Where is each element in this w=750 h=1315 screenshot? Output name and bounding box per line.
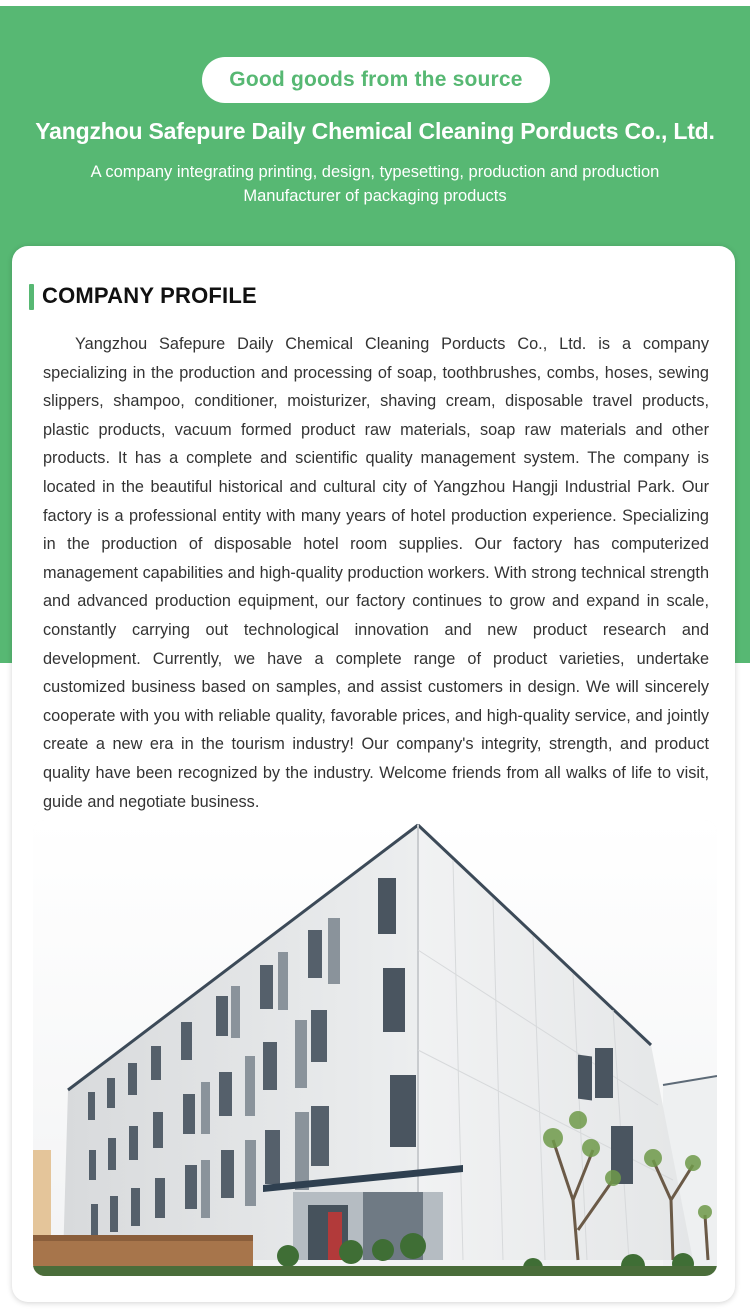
profile-description: Yangzhou Safepure Daily Chemical Cleaning Porducts Co., Ltd. is a company specializing in the production and processing of soap, toothbrushes, combs, hoses, sewing slippers, shampoo, conditioner, moisturizer, shaving cream, disposable travel products, plastic products, vacuum formed product raw materials, soap raw materials and other products. It has a complete and scientific quality management system. The company is located in the beautiful historical and cultural city of Yangzhou Hangji Industrial Park. Our factory is a professional entity with many years of hotel production experience. Specializing in the production of disposable hotel room supplies. Our factory has computerized management capabilities and high-quality production workers. With strong technical strength and advanced production equipment, our factory continues to grow and expand in scale, constantly carrying out technological innovation and new product research and development. Currently, we have a complete range of product varieties, undertake customized business based on samples, and assist customers in design. We will sincerely cooperate with you with reliable quality, favorable prices, and high-quality service, and jointly create a new era in the tourism industry! Our company's integrity, strength, and product quality have been recognized by the industry. Welcome friends from all walks of life to visit, guide and negotiate business. <box>43 335 709 811</box>
section-accent-bar <box>29 284 34 310</box>
company-name: Yangzhou Safepure Daily Chemical Cleaning Porducts Co., Ltd. <box>35 118 715 144</box>
subtitle-line-2: Manufacturer of packaging products <box>243 187 507 205</box>
subtitle-line-1: A company integrating printing, design, typesetting, production and production <box>90 163 660 181</box>
section-title: COMPANY PROFILE <box>42 283 257 308</box>
tagline-text: Good goods from the source <box>229 68 523 91</box>
tagline-badge <box>202 57 550 103</box>
company-subtitle <box>0 160 750 208</box>
top-strip <box>0 0 750 6</box>
factory-building-photo <box>33 820 717 1276</box>
